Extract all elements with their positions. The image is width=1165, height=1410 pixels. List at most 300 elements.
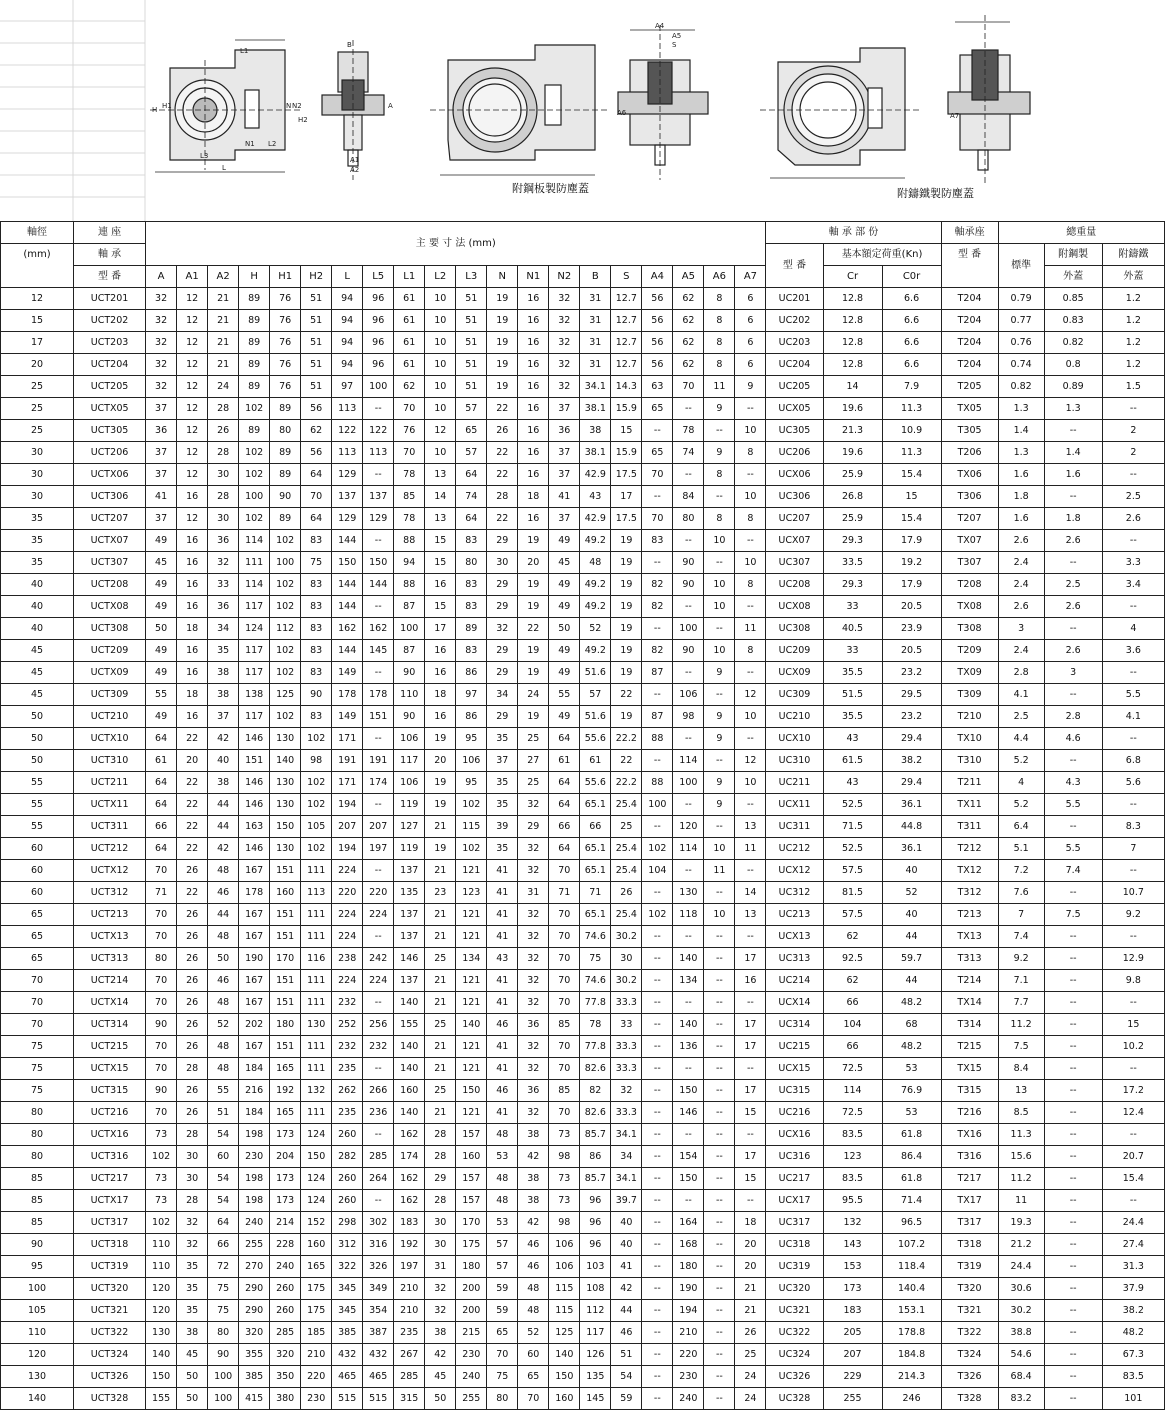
table-cell: 70 — [549, 992, 580, 1014]
table-cell: 23.2 — [882, 662, 941, 684]
table-cell: 61 — [394, 288, 425, 310]
table-cell: 32 — [549, 332, 580, 354]
table-cell: 102 — [456, 838, 487, 860]
table-cell: 92.5 — [823, 948, 882, 970]
table-cell: 18 — [177, 684, 208, 706]
table-cell: 298 — [332, 1212, 363, 1234]
table-cell: 83 — [456, 530, 487, 552]
table-cell: 173 — [270, 1190, 301, 1212]
table-cell: 255 — [456, 1388, 487, 1410]
table-cell: 2 — [1102, 420, 1164, 442]
table-cell: 3 — [1044, 662, 1102, 684]
table-cell: 30 — [177, 1168, 208, 1190]
table-cell: -- — [704, 1300, 735, 1322]
table-cell: 102 — [146, 1146, 177, 1168]
table-cell: 1.2 — [1102, 332, 1164, 354]
table-cell: 432 — [332, 1344, 363, 1366]
dim-label: S — [672, 41, 677, 49]
table-cell: T328 — [941, 1388, 998, 1410]
dim-label: B — [347, 41, 352, 49]
table-cell: 104 — [642, 860, 673, 882]
table-cell: 102 — [146, 1212, 177, 1234]
table-cell: 94 — [332, 288, 363, 310]
table-cell: 62 — [673, 332, 704, 354]
table-cell: 0.85 — [1044, 288, 1102, 310]
table-cell: -- — [704, 1190, 735, 1212]
table-cell: 37 — [549, 464, 580, 486]
table-row — [1, 376, 1165, 398]
table-cell: 39.7 — [611, 1190, 642, 1212]
table-cell: 134 — [456, 948, 487, 970]
table-cell: -- — [642, 1080, 673, 1102]
table-cell: -- — [673, 1124, 704, 1146]
table-cell: 11.3 — [882, 398, 941, 420]
table-cell: 19 — [487, 310, 518, 332]
table-cell: 16 — [177, 706, 208, 728]
table-cell: 41 — [487, 926, 518, 948]
table-cell: UC214 — [766, 970, 823, 992]
table-cell: -- — [642, 552, 673, 574]
table-cell: 235 — [332, 1058, 363, 1080]
table-cell: 15.4 — [882, 464, 941, 486]
table-cell: 30 — [611, 948, 642, 970]
table-cell: 102 — [301, 772, 332, 794]
table-cell: 74 — [673, 442, 704, 464]
table-cell: 119 — [394, 794, 425, 816]
table-cell: 26 — [177, 948, 208, 970]
table-cell: 36 — [146, 420, 177, 442]
table-cell: 183 — [394, 1212, 425, 1234]
table-cell: 56 — [642, 332, 673, 354]
table-cell: 17.2 — [1102, 1080, 1164, 1102]
table-cell: UC311 — [766, 816, 823, 838]
table-cell: -- — [704, 1234, 735, 1256]
table-cell: 1.8 — [1044, 508, 1102, 530]
table-cell: 32 — [549, 354, 580, 376]
table-cell: 41 — [487, 1036, 518, 1058]
table-cell: 380 — [270, 1388, 301, 1410]
table-cell: 60 — [1, 860, 74, 882]
table-cell: 150 — [363, 552, 394, 574]
table-cell: T211 — [941, 772, 998, 794]
table-cell: 260 — [332, 1168, 363, 1190]
table-cell: UCT320 — [74, 1278, 146, 1300]
table-cell: 2.8 — [998, 662, 1044, 684]
table-cell: 40 — [611, 1234, 642, 1256]
table-cell: 80 — [208, 1322, 239, 1344]
table-cell: 194 — [332, 838, 363, 860]
dim-col-header: A7 — [735, 266, 766, 288]
table-cell: 24 — [735, 1366, 766, 1388]
table-cell: -- — [1102, 926, 1164, 948]
table-cell: TX08 — [941, 596, 998, 618]
table-cell: 185 — [301, 1322, 332, 1344]
table-cell: -- — [642, 1234, 673, 1256]
table-cell: 97 — [456, 684, 487, 706]
table-cell: 8 — [735, 442, 766, 464]
table-cell: 26 — [177, 1036, 208, 1058]
table-cell: 6.6 — [882, 332, 941, 354]
table-cell: 25 — [1, 420, 74, 442]
table-cell: 19.6 — [823, 442, 882, 464]
table-cell: 94 — [394, 552, 425, 574]
table-cell: 17 — [735, 1036, 766, 1058]
table-cell: 118 — [673, 904, 704, 926]
table-cell: 29 — [487, 596, 518, 618]
table-cell: 6.6 — [882, 288, 941, 310]
table-cell: 255 — [823, 1388, 882, 1410]
table-cell: 70 — [146, 1102, 177, 1124]
table-cell: -- — [642, 1278, 673, 1300]
table-row — [1, 442, 1165, 464]
table-cell: 108 — [580, 1278, 611, 1300]
table-cell: 40 — [1, 596, 74, 618]
table-cell: 105 — [301, 816, 332, 838]
spec-body — [1, 288, 1165, 1410]
table-cell: 83 — [456, 596, 487, 618]
table-cell: 140 — [394, 1058, 425, 1080]
table-cell: 100 — [208, 1388, 239, 1410]
table-cell: TX10 — [941, 728, 998, 750]
table-cell: 55.6 — [580, 772, 611, 794]
table-cell: 220 — [332, 882, 363, 904]
table-cell: 49 — [146, 574, 177, 596]
table-cell: 90 — [673, 640, 704, 662]
table-cell: 94 — [332, 310, 363, 332]
table-cell: 137 — [394, 904, 425, 926]
table-cell: 6.4 — [998, 816, 1044, 838]
table-cell: 2 — [1102, 442, 1164, 464]
table-row — [1, 904, 1165, 926]
table-cell: 146 — [394, 948, 425, 970]
table-cell: 35 — [177, 1278, 208, 1300]
table-cell: 78 — [580, 1014, 611, 1036]
table-cell: 100 — [363, 376, 394, 398]
table-cell: 160 — [394, 1080, 425, 1102]
table-cell: 65.1 — [580, 860, 611, 882]
table-cell: -- — [1044, 1014, 1102, 1036]
table-cell: 320 — [239, 1322, 270, 1344]
drawing-steel-front — [430, 45, 610, 175]
table-cell: 1.4 — [998, 420, 1044, 442]
table-cell: 116 — [301, 948, 332, 970]
table-cell: -- — [735, 1124, 766, 1146]
table-cell: -- — [642, 882, 673, 904]
table-cell: T309 — [941, 684, 998, 706]
table-cell: 10 — [425, 332, 456, 354]
table-cell: 12 — [177, 508, 208, 530]
table-cell: 102 — [270, 574, 301, 596]
table-cell: 61.8 — [882, 1168, 941, 1190]
table-cell: 0.74 — [998, 354, 1044, 376]
table-cell: 61 — [549, 750, 580, 772]
table-cell: 132 — [823, 1212, 882, 1234]
table-cell: T316 — [941, 1146, 998, 1168]
table-cell: 55.6 — [580, 728, 611, 750]
table-cell: 19 — [425, 794, 456, 816]
table-cell: T308 — [941, 618, 998, 640]
table-cell: -- — [1044, 1080, 1102, 1102]
table-cell: 35 — [208, 640, 239, 662]
table-cell: -- — [704, 1058, 735, 1080]
table-cell: 52 — [882, 882, 941, 904]
table-cell: 46 — [611, 1322, 642, 1344]
table-cell: 184 — [239, 1058, 270, 1080]
table-cell: 55 — [549, 684, 580, 706]
table-cell: 89 — [270, 508, 301, 530]
table-cell: 110 — [394, 684, 425, 706]
table-cell: 35 — [177, 1300, 208, 1322]
table-cell: 100 — [642, 794, 673, 816]
table-cell: UCT217 — [74, 1168, 146, 1190]
table-cell: 21 — [425, 1102, 456, 1124]
table-cell: 256 — [363, 1014, 394, 1036]
table-cell: 12.8 — [823, 354, 882, 376]
table-cell: 19 — [611, 552, 642, 574]
table-cell: UCT309 — [74, 684, 146, 706]
table-cell: 51.6 — [580, 662, 611, 684]
table-cell: 107.2 — [882, 1234, 941, 1256]
table-cell: 45 — [177, 1344, 208, 1366]
table-cell: 320 — [270, 1344, 301, 1366]
table-cell: 214.3 — [882, 1366, 941, 1388]
dim-col-header: H2 — [301, 266, 332, 288]
table-cell: UCT326 — [74, 1366, 146, 1388]
table-cell: 102 — [270, 530, 301, 552]
dim-col-header: N2 — [549, 266, 580, 288]
table-cell: 86 — [580, 1146, 611, 1168]
table-cell: 42.9 — [580, 464, 611, 486]
table-cell: 19 — [611, 574, 642, 596]
table-cell: UC326 — [766, 1366, 823, 1388]
table-cell: -- — [363, 530, 394, 552]
table-cell: 26 — [177, 1102, 208, 1124]
table-cell: 51 — [208, 1102, 239, 1124]
table-cell: 140 — [1, 1388, 74, 1410]
table-cell: 83 — [301, 662, 332, 684]
table-cell: 229 — [823, 1366, 882, 1388]
table-cell: 34.1 — [611, 1124, 642, 1146]
table-cell: 178 — [363, 684, 394, 706]
table-cell: UC217 — [766, 1168, 823, 1190]
table-cell: 89 — [270, 464, 301, 486]
table-cell: -- — [704, 486, 735, 508]
table-cell: 149 — [332, 662, 363, 684]
table-cell: 170 — [270, 948, 301, 970]
table-cell: 97 — [332, 376, 363, 398]
table-cell: 16 — [425, 640, 456, 662]
table-cell: 167 — [239, 904, 270, 926]
table-cell: 122 — [332, 420, 363, 442]
table-cell: 16 — [518, 376, 549, 398]
table-cell: 22 — [177, 816, 208, 838]
table-cell: 140 — [270, 750, 301, 772]
table-cell: 10 — [704, 904, 735, 926]
table-cell: -- — [363, 1058, 394, 1080]
table-cell: UC205 — [766, 376, 823, 398]
table-cell: 98 — [549, 1212, 580, 1234]
table-cell: 36 — [208, 530, 239, 552]
table-cell: 48 — [580, 552, 611, 574]
table-cell: 167 — [239, 860, 270, 882]
sheet-gridlines — [0, 0, 145, 222]
table-cell: 66 — [549, 816, 580, 838]
table-cell: 10 — [704, 596, 735, 618]
table-cell: 102 — [239, 508, 270, 530]
table-cell: -- — [704, 926, 735, 948]
dim-label: A4 — [655, 22, 665, 30]
table-cell: 175 — [301, 1278, 332, 1300]
table-cell: 140 — [673, 948, 704, 970]
table-cell: 155 — [394, 1014, 425, 1036]
table-cell: 465 — [363, 1366, 394, 1388]
table-cell: 162 — [363, 618, 394, 640]
table-row — [1, 332, 1165, 354]
table-cell: 173 — [270, 1168, 301, 1190]
table-cell: 57 — [580, 684, 611, 706]
table-cell: 51 — [456, 354, 487, 376]
table-cell: 46 — [518, 1234, 549, 1256]
table-cell: 15 — [611, 420, 642, 442]
table-cell: 178 — [239, 882, 270, 904]
table-cell: 8 — [704, 464, 735, 486]
table-row — [1, 464, 1165, 486]
table-cell: UC313 — [766, 948, 823, 970]
table-cell: -- — [642, 618, 673, 640]
table-cell: 111 — [301, 926, 332, 948]
table-cell: 22 — [177, 772, 208, 794]
table-cell: 140.4 — [882, 1278, 941, 1300]
table-cell: 60 — [518, 1344, 549, 1366]
technical-drawings — [0, 0, 1165, 222]
dim-col-header: H — [239, 266, 270, 288]
table-cell: 146 — [239, 838, 270, 860]
table-cell: 162 — [332, 618, 363, 640]
table-cell: -- — [1044, 1278, 1102, 1300]
table-cell: 30 — [1, 464, 74, 486]
table-cell: 168 — [673, 1234, 704, 1256]
table-cell: 32 — [518, 794, 549, 816]
table-cell: 29 — [487, 574, 518, 596]
table-cell: 12 — [177, 354, 208, 376]
table-cell: -- — [1102, 860, 1164, 882]
table-cell: 96 — [363, 288, 394, 310]
table-cell: 100 — [270, 552, 301, 574]
table-cell: 30.2 — [998, 1300, 1044, 1322]
table-cell: 41 — [487, 860, 518, 882]
table-cell: 31.3 — [1102, 1256, 1164, 1278]
table-cell: 150 — [456, 1080, 487, 1102]
table-cell: 5.1 — [998, 838, 1044, 860]
table-cell: 11.3 — [998, 1124, 1044, 1146]
table-cell: 81.5 — [823, 882, 882, 904]
table-cell: 106 — [394, 772, 425, 794]
table-cell: -- — [704, 1036, 735, 1058]
table-cell: 232 — [332, 992, 363, 1014]
table-cell: 51 — [456, 288, 487, 310]
table-cell: 29.5 — [882, 684, 941, 706]
table-cell: T216 — [941, 1102, 998, 1124]
table-cell: -- — [1102, 1190, 1164, 1212]
table-cell: 9.2 — [1102, 904, 1164, 926]
table-cell: 94 — [332, 354, 363, 376]
table-cell: 49.2 — [580, 596, 611, 618]
table-cell: 50 — [146, 618, 177, 640]
table-cell: 35 — [1, 530, 74, 552]
table-cell: 12 — [735, 684, 766, 706]
table-cell: -- — [704, 970, 735, 992]
table-cell: 70 — [146, 926, 177, 948]
table-cell: -- — [1044, 1322, 1102, 1344]
table-cell: 45 — [146, 552, 177, 574]
table-cell: 87 — [394, 596, 425, 618]
table-cell: 49 — [146, 530, 177, 552]
table-cell: 51 — [301, 332, 332, 354]
header-weight-steel-l1: 附鋼製 — [1044, 244, 1102, 266]
table-cell: UC315 — [766, 1080, 823, 1102]
table-cell: 12.4 — [1102, 1102, 1164, 1124]
table-cell: 32 — [549, 310, 580, 332]
table-cell: 20 — [735, 1256, 766, 1278]
table-cell: 48.2 — [1102, 1322, 1164, 1344]
table-cell: 130 — [270, 838, 301, 860]
table-cell: 64 — [208, 1212, 239, 1234]
table-cell: 52.5 — [823, 794, 882, 816]
table-cell: 200 — [456, 1278, 487, 1300]
table-cell: UC316 — [766, 1146, 823, 1168]
table-cell: 173 — [823, 1278, 882, 1300]
table-cell: 197 — [394, 1256, 425, 1278]
table-cell: 70 — [146, 1036, 177, 1058]
table-cell: 19 — [518, 640, 549, 662]
table-cell: 136 — [673, 1036, 704, 1058]
table-cell: 56 — [642, 354, 673, 376]
table-cell: UCT317 — [74, 1212, 146, 1234]
dim-label: A5 — [672, 32, 682, 40]
table-cell: 8 — [704, 310, 735, 332]
table-cell: 32 — [549, 376, 580, 398]
table-cell: 19 — [611, 640, 642, 662]
table-cell: -- — [704, 1080, 735, 1102]
table-cell: 82 — [580, 1080, 611, 1102]
table-cell: UC207 — [766, 508, 823, 530]
table-cell: 270 — [239, 1256, 270, 1278]
table-cell: 42 — [208, 838, 239, 860]
table-cell: T326 — [941, 1366, 998, 1388]
table-cell: 34 — [611, 1146, 642, 1168]
table-cell: 40 — [882, 860, 941, 882]
table-cell: 89 — [239, 332, 270, 354]
table-cell: T305 — [941, 420, 998, 442]
table-cell: 163 — [239, 816, 270, 838]
table-cell: 129 — [363, 508, 394, 530]
table-cell: 230 — [456, 1344, 487, 1366]
table-cell: 260 — [270, 1278, 301, 1300]
dim-label: H2 — [298, 116, 308, 124]
table-row — [1, 1300, 1165, 1322]
table-cell: -- — [642, 1146, 673, 1168]
table-cell: UCT308 — [74, 618, 146, 640]
table-cell: 15 — [425, 552, 456, 574]
table-cell: UCT315 — [74, 1080, 146, 1102]
table-cell: 117 — [580, 1322, 611, 1344]
table-cell: 37 — [208, 706, 239, 728]
table-cell: 32 — [518, 970, 549, 992]
table-cell: 12 — [177, 442, 208, 464]
table-cell: 35.5 — [823, 706, 882, 728]
table-cell: 65 — [456, 420, 487, 442]
table-cell: 90 — [394, 662, 425, 684]
